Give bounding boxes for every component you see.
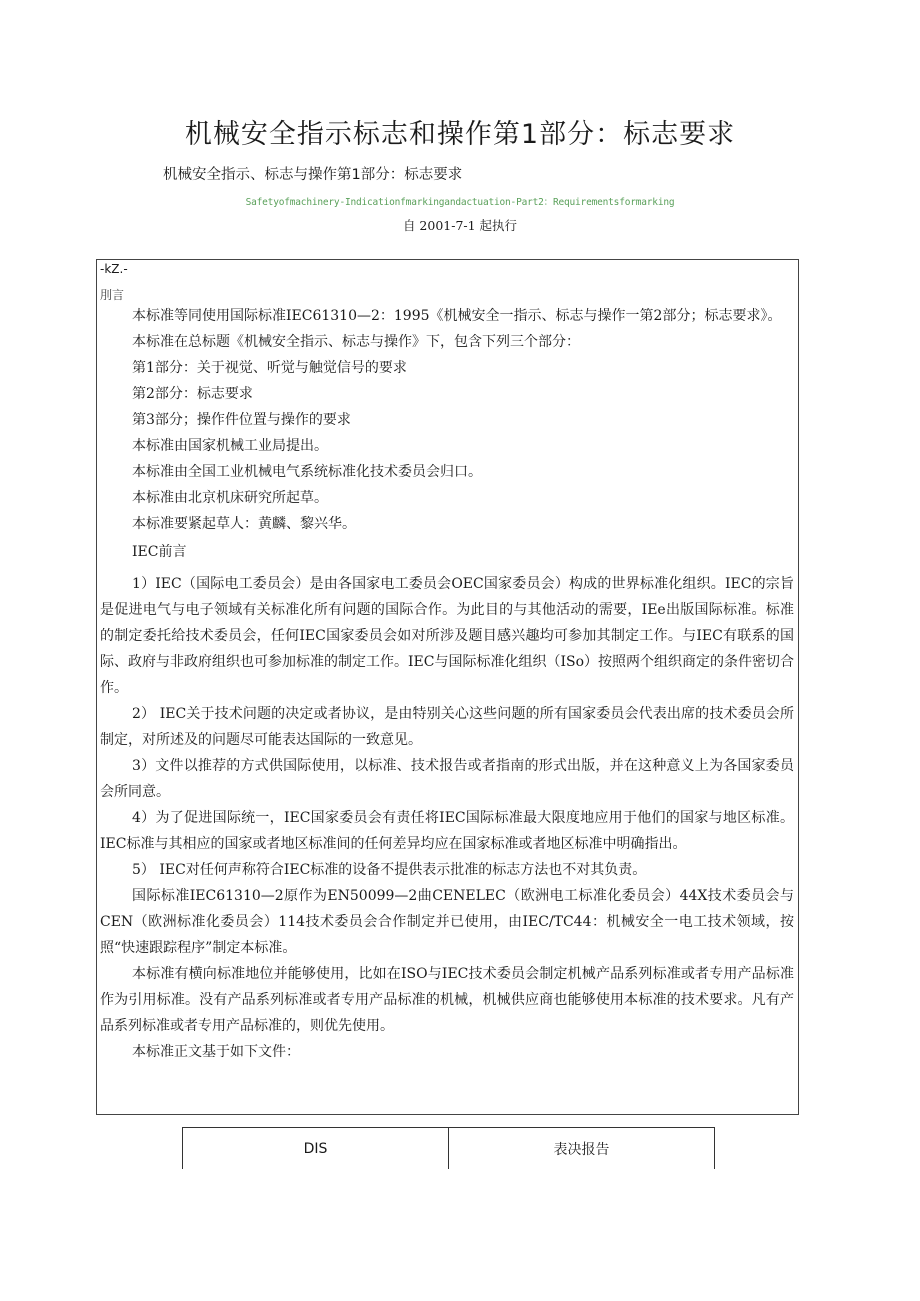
paragraph: 3）文件以推荐的方式供国际使用，以标准、技术报告或者指南的形式出版，并在这种意义上为各国家委员会所同意。	[100, 758, 794, 800]
paragraph: 第3部分；操作件位置与操作的要求	[132, 412, 351, 428]
paragraph: 本标准正文基于如下文件：	[132, 1044, 300, 1060]
table-cell-voting-report: 表决报告	[553, 1141, 610, 1158]
paragraph: 本标准由北京机床研究所起草。	[132, 490, 328, 506]
paragraph: 本标准等同使用国际标准IEC61310—2：1995《机械安全一指示、标志与操作一第2部分；标志要求》。	[132, 308, 782, 324]
paragraph: 国际标准IEC61310—2原作为EN50099—2曲CENELEC（欧洲电工标准化委员会）44X技术委员会与CEN（欧洲标准化委员会）114技术委员会合作制定并已使用，由IEC/TC44：机械安全一电工技术领域，按照“快速跟踪程序”制定本标准。	[100, 888, 794, 956]
paragraph: 本标准要紧起草人：黄麟、黎兴华。	[132, 516, 356, 532]
effective-date: 自 2001-7-1 起执行	[402, 218, 518, 233]
iec-foreword-heading: IEC前言	[132, 544, 187, 560]
foreword-label: 刖言	[100, 288, 125, 302]
paragraph: 本标准在总标题《机械安全指示、标志与操作》下，包含下列三个部分：	[132, 334, 580, 350]
document-subtitle: 机械安全指示、标志与操作第1部分：标志要求	[163, 167, 463, 183]
foreword-content	[100, 303, 794, 1065]
document-title: 机械安全指示标志和操作第1部分：标志要求	[184, 119, 736, 150]
table-cell-dis: DIS	[183, 1128, 449, 1169]
document-basis-table	[182, 1127, 715, 1169]
paragraph: 本标准有横向标准地位并能够使用，比如在ISO与IEC技术委员会制定机械产品系列标准或者专用产品标准作为引用标准。没有产品系列标准或者专用产品标准的机械，机械供应商也能够使用本标准的技术要求。凡有产品系列标准或者专用产品标准的，则优先使用。	[100, 966, 794, 1034]
paragraph: 1）IEC（国际电工委员会）是由各国家电工委员会OEC国家委员会）构成的世界标准化组织。IEC的宗旨是促进电气与电子领域有关标准化所有问题的国际合作。为此目的与其他活动的需要，IEe出版国际标准。标准的制定委托给技术委员会，任何IEC国家委员会如对所涉及题目感兴趣均可参加其制定工作。与IEC有联系的国际、政府与非政府组织也可参加标准的制定工作。IEC与国际标准化组织（ISo）按照两个组织商定的条件密切合作。	[100, 576, 795, 696]
paragraph: 本标准由国家机械工业局提出。	[132, 438, 328, 454]
paragraph: 本标准由全国工业机械电气系统标准化技术委员会归口。	[132, 464, 482, 480]
english-title: Safetyofmachinery-Indicationfmarkingandactuation-Part2：Requirementsformarking	[245, 197, 675, 208]
box-header-mark: -kZ.-	[100, 262, 128, 276]
paragraph: 5） IEC对任何声称符合IEC标准的设备不提供表示批准的标志方法也不对其负责。	[132, 862, 647, 878]
paragraph: 第2部分：标志要求	[132, 386, 253, 402]
paragraph: 2） IEC关于技术问题的决定或者协议，是由特别关心这些问题的所有国家委员会代表出席的技术委员会所制定，对所述及的问题尽可能表达国际的一致意见。	[100, 706, 794, 748]
paragraph: 4）为了促进国际统一，IEC国家委员会有责任将IEC国际标准最大限度地应用于他们的国家与地区标准。IEC标准与其相应的国家或者地区标准间的任何差异均应在国家标准或者地区标准中明确指出。	[100, 810, 794, 852]
paragraph: 第1部分：关于视觉、听觉与触觉信号的要求	[132, 360, 407, 376]
